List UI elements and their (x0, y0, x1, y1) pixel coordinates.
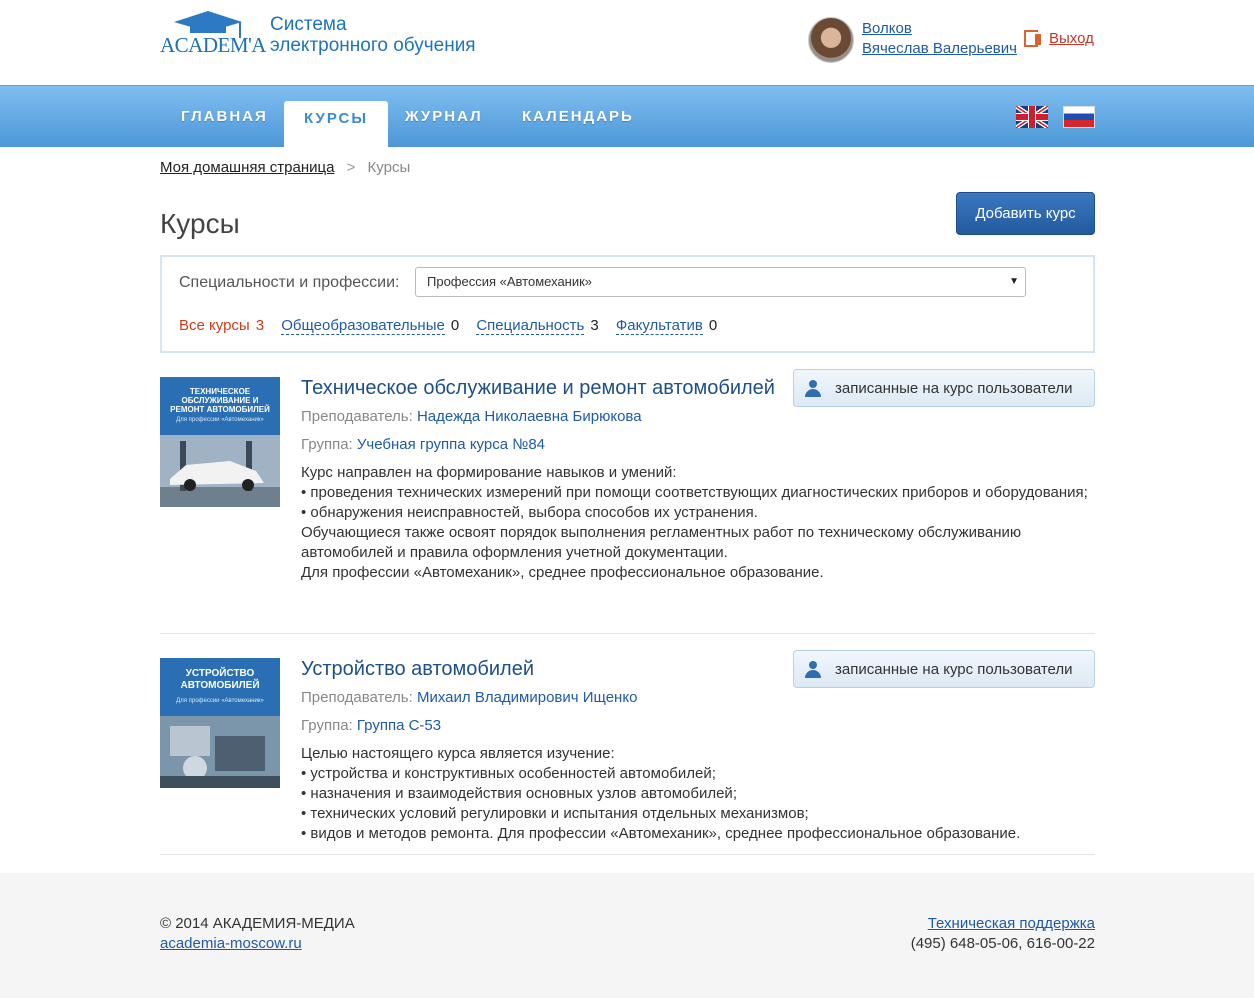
car-photo-icon (160, 435, 280, 507)
enrolled-users-button[interactable] (793, 650, 1095, 688)
user-first-names[interactable]: Вячеслав Валерьевич (862, 40, 1017, 57)
teacher-link[interactable]: Надежда Николаевна Бирюкова (416, 408, 642, 425)
category-count: 3 (255, 317, 265, 334)
enrolled-users-label: записанные на курс пользователи (835, 379, 1073, 397)
enrolled-users-button[interactable] (793, 369, 1095, 407)
course-cover-image[interactable] (160, 377, 280, 507)
filter-label: Специальности и профессии: (179, 274, 400, 291)
site-link[interactable]: academia-moscow.ru (160, 935, 302, 952)
category-count: 0 (450, 317, 460, 334)
description-line: • технических условий регулировки и испытания отдельных механизмов; (301, 805, 809, 822)
category-label: Специальность (476, 317, 585, 334)
breadcrumb-separator: > (346, 159, 356, 176)
copyright: © 2014 АКАДЕМИЯ-МЕДИА (160, 915, 355, 932)
ru-flag-icon[interactable] (1063, 106, 1095, 128)
course-group (301, 436, 545, 453)
nav-courses[interactable]: КУРСЫ (284, 101, 388, 148)
site-footer (0, 873, 1254, 998)
course-description (301, 463, 1091, 583)
course-description (301, 744, 1091, 844)
profession-select[interactable] (415, 267, 1026, 297)
category-elective[interactable] (616, 317, 717, 334)
user-icon (804, 380, 822, 398)
nav-journal[interactable]: ЖУРНАЛ (405, 108, 483, 125)
cover-subtitle: Для профессии «Автомеханик» (176, 417, 264, 423)
course-teacher (301, 689, 637, 706)
description-line: • устройства и конструктивных особенностей автомобилей; (301, 765, 716, 782)
main-nav (0, 85, 1254, 147)
description-line: • видов и методов ремонта. Для профессии «Автомеханик», среднее профессиональное образование. (301, 825, 1021, 842)
logo-text: ACADEM'A (160, 33, 266, 57)
category-specialty[interactable] (476, 317, 598, 334)
logout-link[interactable]: Выход (1049, 30, 1094, 47)
group-link[interactable]: Группа С-53 (356, 717, 442, 734)
add-course-button[interactable]: Добавить курс (956, 192, 1095, 235)
engine-photo-icon (160, 716, 280, 788)
description-line: Обучающиеся также освоят порядок выполнения регламентных работ по техническому обслуживанию автомобилей и правила оформления учетной документации. (301, 524, 1022, 561)
category-count: 0 (708, 317, 718, 334)
description-line: Целью настоящего курса является изучение: (301, 745, 615, 762)
description-line: • назначения и взаимодействия основных узлов автомобилей; (301, 785, 737, 802)
course-card (160, 658, 1095, 855)
category-all[interactable] (179, 317, 264, 334)
teacher-label: Преподаватель: (301, 408, 413, 425)
nav-calendar[interactable]: КАЛЕНДАРЬ (522, 108, 634, 125)
dropdown-arrow-icon: ▼ (1009, 276, 1019, 287)
course-title[interactable]: Устройство автомобилей (301, 658, 535, 680)
teacher-label: Преподаватель: (301, 689, 413, 706)
user-profile-link[interactable] (862, 19, 1017, 59)
category-general[interactable] (281, 317, 459, 334)
support-link[interactable]: Техническая поддержка (927, 915, 1095, 932)
teacher-link[interactable]: Михаил Владимирович Ищенко (416, 689, 638, 706)
course-filter (160, 255, 1095, 353)
category-count: 3 (590, 317, 599, 334)
cover-title: ТЕХНИЧЕСКОЕ ОБСЛУЖИВАНИЕ И РЕМОНТ АВТОМОБИЛЕЙ (170, 387, 270, 414)
category-label: Все курсы (179, 317, 250, 334)
description-line: Курс направлен на формирование навыков и умений: (301, 464, 677, 481)
group-label: Группа: (301, 717, 353, 734)
description-line: Для профессии «Автомеханик», среднее профессиональное образование. (301, 564, 824, 581)
description-line: • проведения технических измерений при помощи соответствующих диагностических приборов и оборудования; (301, 484, 1088, 501)
category-tabs (179, 317, 730, 334)
breadcrumb-current: Курсы (367, 159, 411, 176)
nav-home[interactable]: ГЛАВНАЯ (181, 108, 268, 125)
site-header (0, 0, 1254, 85)
logout-door-icon[interactable] (1024, 30, 1038, 47)
group-label: Группа: (301, 436, 353, 453)
cover-title: УСТРОЙСТВО АВТОМОБИЛЕЙ (180, 668, 260, 691)
course-teacher (301, 408, 642, 425)
category-label: Факультатив (615, 317, 703, 334)
uk-flag-icon[interactable] (1016, 106, 1048, 128)
breadcrumb-home[interactable]: Моя домашняя страница (160, 159, 335, 176)
course-title[interactable]: Техническое обслуживание и ремонт автомобилей (301, 377, 775, 399)
cover-subtitle: Для профессии «Автомеханик» (176, 698, 264, 704)
system-title (270, 14, 476, 56)
avatar[interactable] (808, 17, 854, 63)
support-phones: (495) 648-05-06, 616-00-22 (910, 935, 1095, 952)
group-link[interactable]: Учебная группа курса №84 (356, 436, 546, 453)
user-last-name[interactable]: Волков (862, 20, 912, 37)
course-cover-image[interactable] (160, 658, 280, 788)
course-card (160, 377, 1095, 634)
user-icon (804, 661, 822, 679)
system-title-line2: электронного обучения (270, 35, 476, 56)
page-title: Курсы (160, 208, 240, 239)
description-line: • обнаружения неисправностей, выбора способов их устранения. (301, 504, 758, 521)
profession-select-value: Профессия «Автомеханик» (427, 274, 593, 289)
category-label: Общеобразовательные (281, 317, 445, 334)
course-group (301, 717, 441, 734)
enrolled-users-label: записанные на курс пользователи (835, 660, 1073, 678)
breadcrumb (160, 159, 410, 176)
system-title-line1: Система (270, 14, 347, 35)
